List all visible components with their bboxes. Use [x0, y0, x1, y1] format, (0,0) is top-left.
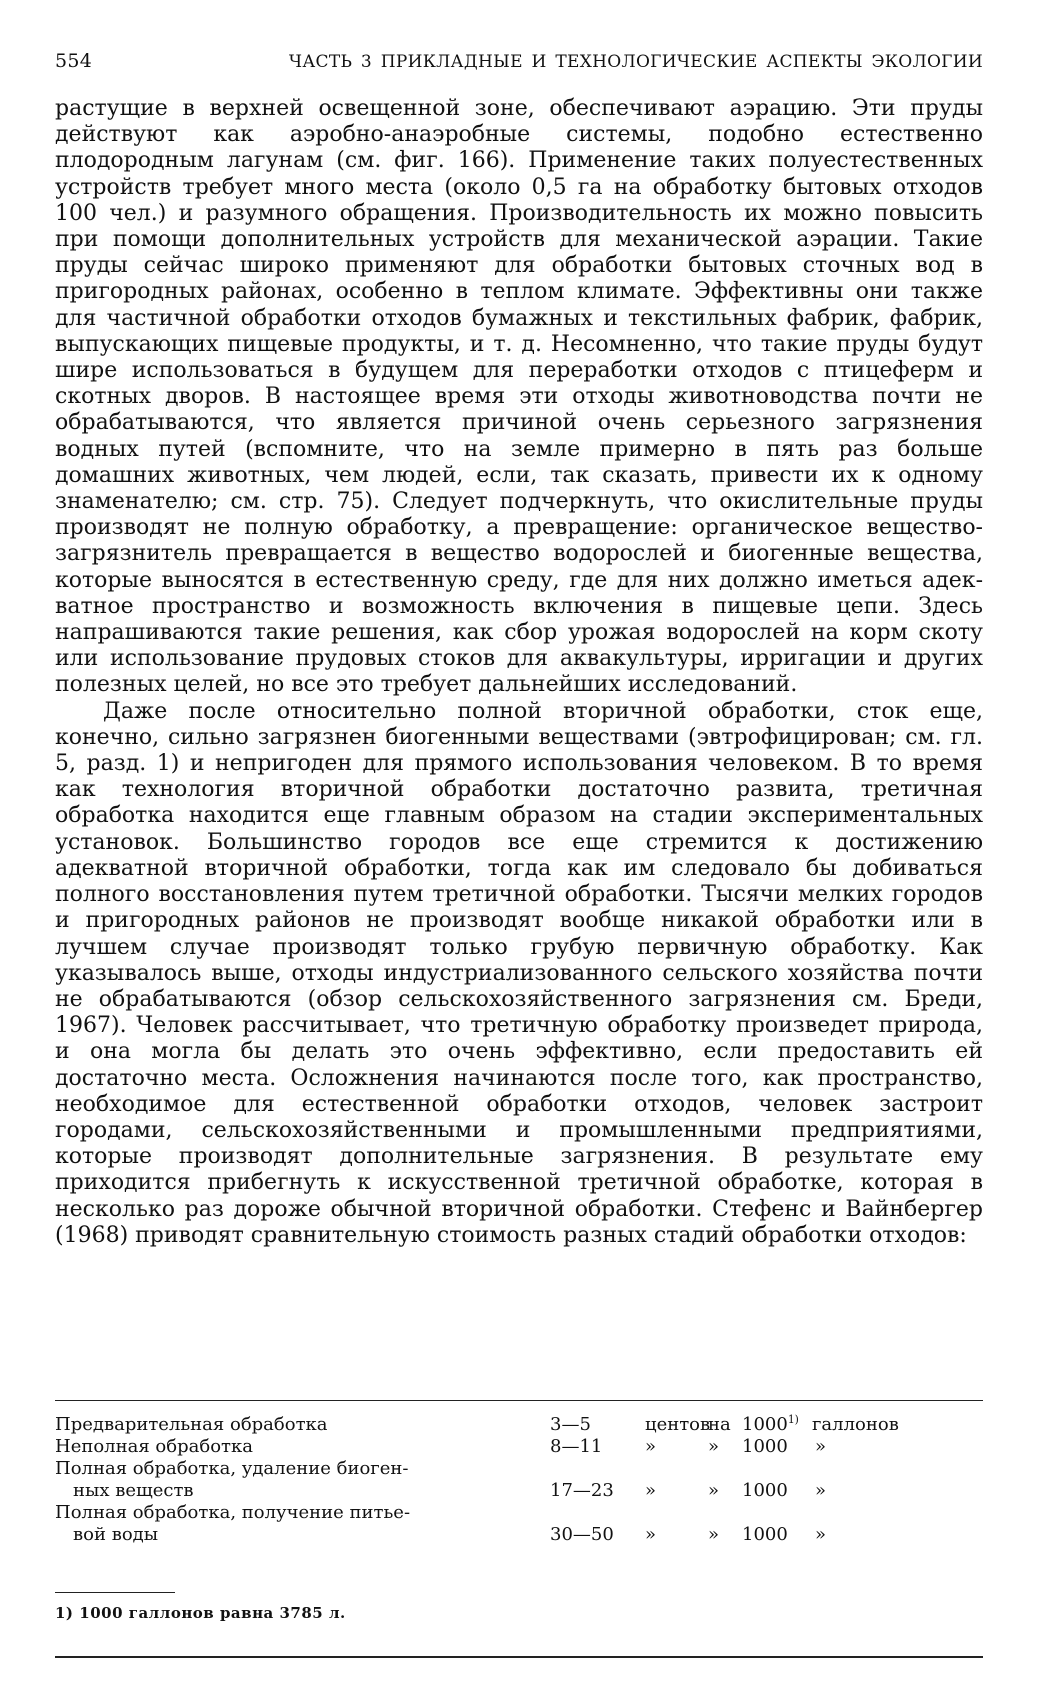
running-title: ЧАСТЬ 3 ПРИКЛАДНЫЕ И ТЕХНОЛОГИЧЕСКИЕ АСПЕКТЫ ЭКОЛОГИИ: [288, 52, 983, 72]
cost-row-label: Полная обработка, удаление биоген-: [55, 1458, 409, 1479]
cost-ditto-mark: »: [708, 1524, 720, 1545]
cost-amount: 1000: [742, 1436, 788, 1457]
cost-ditto-mark: »: [815, 1436, 827, 1457]
cost-ditto-mark: »: [645, 1480, 657, 1501]
cost-amount: 1000$^{1)}$: [742, 1413, 799, 1435]
cost-row-label: Неполная обработка: [55, 1436, 253, 1457]
cost-range: 8—11: [550, 1436, 603, 1457]
cost-table: [55, 1414, 983, 1546]
running-header: [55, 50, 983, 78]
cost-volume-unit: галлонов: [812, 1414, 899, 1435]
cost-row-label-cont: ных веществ: [73, 1480, 194, 1501]
cost-ditto-mark: »: [815, 1524, 827, 1545]
cost-ditto-mark: »: [815, 1480, 827, 1501]
cost-row-label: Предварительная обработка: [55, 1414, 328, 1435]
body-text: [55, 96, 983, 1249]
cost-ditto-mark: »: [645, 1436, 657, 1457]
page-number: 554: [55, 50, 93, 72]
table-top-rule: [55, 1400, 983, 1401]
page-bottom-rule: [55, 1656, 983, 1658]
footnote-mark: 1): [55, 1604, 74, 1622]
cost-row-label-cont: вой воды: [73, 1524, 159, 1545]
cost-range: 17—23: [550, 1480, 614, 1501]
cost-row-preliminary: [55, 1414, 983, 1436]
cost-amount: 1000: [742, 1524, 788, 1545]
cost-row-label: Полная обработка, получение питье-: [55, 1502, 411, 1523]
cost-ditto-mark: »: [708, 1436, 720, 1457]
cost-range: 30—50: [550, 1524, 614, 1545]
footnote-mark: 1): [787, 1413, 799, 1426]
cost-row-full-nutrient-removal: [55, 1458, 983, 1502]
cost-row-partial: [55, 1436, 983, 1458]
footnote: [55, 1604, 755, 1622]
cost-row-drinking-water: [55, 1502, 983, 1546]
cost-range: 3—5: [550, 1414, 591, 1435]
cost-ditto-mark: »: [645, 1524, 657, 1545]
cost-amount: 1000: [742, 1480, 788, 1501]
cost-ditto-mark: »: [708, 1480, 720, 1501]
footnote-rule: [55, 1592, 175, 1593]
paragraph-2: Даже после относительно полной вторичной обработки, сток еще, конечно, сильно загрязнен биогенными веществами (эвтрофицирован; см. гл. 5, разд. 1) и непригоден для прямого использования человеком. В то время как технология вторичной обработки достаточно развита, третичная обработка находится еще главным образом на стадии экспериментальных установок. Большинство городов все еще стремится к достижению адекватной вторичной обработки, тогда как им следовало бы добиваться полного восстановления путем третичной обработки. Тысячи мелких городов и пригородных районов не производят вообще никакой обработки или в лучшем случае производят только грубую первичную обработку. Как указывалось выше, отходы индустриализованного сельского хозяйства почти не обрабатываются (обзор сельскохозяйственного загрязнения см. Бреди, 1967). Человек рассчитывает, что третичную обработку произведет природа, и она могла бы делать это очень эффективно, если предоставить ей достаточно места. Осложнения начинаются после того, как пространство, необходимое для естественной обработки отходов, человек застроит городами, сельскохозяйственными и промышленными предприятиями, которые производят дополнительные загрязнения. В результате ему приходится прибегнуть к искусственной третичной обработке, которая в несколько раз дороже обычной вторичной обработки. Стефенс и Вайнбергер (1968) приводят сравнительную стоимость разных стадий обработки отходов:: [55, 698, 983, 1248]
footnote-text: 1000 галлонов равна 3785 л.: [79, 1604, 346, 1622]
paragraph-1: растущие в верхней освещенной зоне, обеспечивают аэрацию. Эти пруды действуют как аэробно-анаэробные системы, подобно естественно плодородным лагунам (см. фиг. 166). Применение таких полуестественных устройств требует много места (около 0,5 га на обработку бытовых отходов 100 чел.) и разумного обращения. Производительность их можно повысить при помощи дополнительных устройств для механической аэрации. Такие пруды сейчас широко применяют для обработки бытовых сточных вод в пригородных районах, особенно в теплом климате. Эффективны они также для частичной обработки отходов бумажных и текстильных фабрик, фабрик, выпускающих пищевые продукты, и т. д. Несомненно, что такие пруды будут шире использоваться в будущем для переработки отходов с птицеферм и скотных дворов. В настоящее время эти отходы животноводства почти не обрабатываются, что является причиной очень серьезного загрязнения водных путей (вспомните, что на земле примерно в пять раз больше домашних животных, чем людей, если, так сказать, привести их к одному знаменателю; см. стр. 75). Следует подчеркнуть, что окислительные пруды производят не полную обработку, а превращение: органическое вещество-загрязнитель превращается в вещество водорослей и биогенные вещества, которые выносятся в естественную среду, где для них должно иметься адекватное пространство и возможность включения в пищевые цепи. Здесь напрашиваются такие решения, как сбор урожая водорослей на корм скоту или использование прудовых стоков для аквакультуры, ирригации и других полезных целей, но все это требует дальнейших исследований.: [55, 96, 983, 698]
cost-preposition: на: [708, 1414, 731, 1435]
cost-unit: центов: [645, 1414, 711, 1435]
